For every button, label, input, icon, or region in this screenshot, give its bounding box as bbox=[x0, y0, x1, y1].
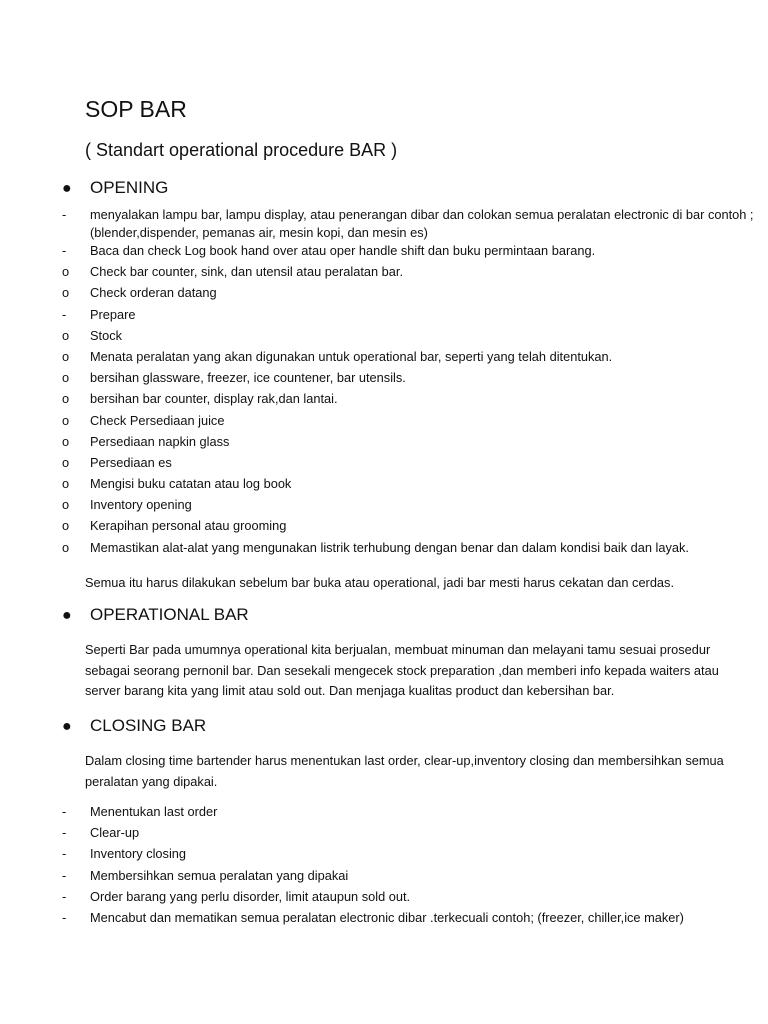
document-subtitle: ( Standart operational procedure BAR ) bbox=[85, 140, 398, 160]
section-heading-text: OPERATIONAL BAR bbox=[90, 605, 249, 624]
list-item-text: Memastikan alat-alat yang mengunakan listrik terhubung dengan benar dan dalam kondisi baik dan layak. bbox=[90, 539, 689, 555]
list-item bbox=[62, 369, 762, 390]
document-title: SOP BAR bbox=[85, 96, 187, 122]
list-item bbox=[62, 242, 762, 263]
section-heading-text: CLOSING BAR bbox=[90, 716, 207, 735]
list-item-text: Stock bbox=[90, 327, 123, 343]
list-item-text: bersihan bar counter, display rak,dan lantai. bbox=[90, 391, 338, 407]
list-item bbox=[62, 496, 762, 517]
bullet-icon: ● bbox=[62, 180, 72, 197]
list-item bbox=[62, 206, 762, 242]
opening-note: Semua itu harus dilakukan sebelum bar buka atau operational, jadi bar mesti harus cekatan dan cerdas. bbox=[85, 575, 675, 590]
closing-paragraph: Dalam closing time bartender harus menentukan last order, clear-up,inventory closing dan membersihkan semua peralatan yang dipakai. bbox=[85, 753, 724, 789]
list-item bbox=[62, 888, 762, 909]
list-item-text: Order barang yang perlu disorder, limit ataupun sold out. bbox=[90, 888, 411, 904]
list-item-text: Prepare bbox=[90, 306, 136, 322]
list-item bbox=[62, 909, 762, 930]
list-item bbox=[62, 263, 762, 284]
list-item bbox=[62, 433, 762, 454]
list-item-text: Mengisi buku catatan atau log book bbox=[90, 476, 292, 492]
list-item-text: Persediaan napkin glass bbox=[90, 433, 230, 449]
list-item bbox=[62, 845, 762, 866]
section-heading-text: OPENING bbox=[90, 178, 169, 197]
section-heading-closing bbox=[62, 716, 206, 736]
circle-bullet-icon: o bbox=[62, 518, 70, 534]
list-item bbox=[62, 803, 762, 824]
dash-bullet-icon: - bbox=[62, 306, 67, 322]
circle-bullet-icon: o bbox=[62, 497, 70, 513]
list-item bbox=[62, 412, 762, 433]
bullet-icon: ● bbox=[62, 607, 72, 624]
circle-bullet-icon: o bbox=[62, 285, 70, 301]
list-item bbox=[62, 517, 762, 538]
list-item bbox=[62, 454, 762, 475]
list-item bbox=[62, 348, 762, 369]
list-item-text: Inventory closing bbox=[90, 846, 187, 862]
list-item bbox=[62, 475, 762, 496]
bullet-icon: ● bbox=[62, 718, 72, 735]
dash-bullet-icon: - bbox=[62, 207, 67, 222]
list-item-text: Check orderan datang bbox=[90, 285, 217, 301]
list-item bbox=[62, 390, 762, 411]
list-item bbox=[62, 867, 762, 888]
list-item-text: menyalakan lampu bar, lampu display, atau penerangan dibar dan colokan semua peralatan electronic di bar contoh ; (blender,dispender, pemanas air, mesin kopi, dan mesin es) bbox=[90, 207, 754, 240]
list-item bbox=[62, 539, 762, 560]
list-item bbox=[62, 306, 762, 327]
list-item-text: Check Persediaan juice bbox=[90, 412, 225, 428]
list-item-text: Kerapihan personal atau grooming bbox=[90, 518, 287, 534]
circle-bullet-icon: o bbox=[62, 412, 70, 428]
list-item-text: Persediaan es bbox=[90, 454, 172, 470]
circle-bullet-icon: o bbox=[62, 264, 70, 280]
operational-paragraph: Seperti Bar pada umumnya operational kita berjualan, membuat minuman dan melayani tamu sesuai prosedur sebagai seorang pernonil bar. Dan sesekali mengecek stock preparation ,dan memberi info kepada waiters atau server barang kita yang limit atau sold out. Dan menjaga kualitas product dan kebersihan bar. bbox=[85, 642, 719, 698]
list-item-text: Clear-up bbox=[90, 825, 140, 841]
list-item bbox=[62, 284, 762, 305]
dash-bullet-icon: - bbox=[62, 909, 67, 925]
opening-list bbox=[62, 206, 762, 560]
circle-bullet-icon: o bbox=[62, 476, 70, 492]
section-heading-opening bbox=[62, 178, 168, 198]
circle-bullet-icon: o bbox=[62, 348, 70, 364]
list-item-text: Baca dan check Log book hand over atau oper handle shift dan buku permintaan barang. bbox=[90, 243, 596, 258]
closing-list bbox=[62, 803, 762, 930]
list-item-text: bersihan glassware, freezer, ice countener, bar utensils. bbox=[90, 370, 406, 386]
circle-bullet-icon: o bbox=[62, 391, 70, 407]
dash-bullet-icon: - bbox=[62, 846, 67, 862]
circle-bullet-icon: o bbox=[62, 454, 70, 470]
list-item-text: Membersihkan semua peralatan yang dipakai bbox=[90, 867, 349, 883]
dash-bullet-icon: - bbox=[62, 243, 67, 258]
list-item-text: Menata peralatan yang akan digunakan untuk operational bar, seperti yang telah ditentukan. bbox=[90, 348, 613, 364]
list-item bbox=[62, 327, 762, 348]
dash-bullet-icon: - bbox=[62, 825, 67, 841]
dash-bullet-icon: - bbox=[62, 867, 67, 883]
list-item bbox=[62, 824, 762, 845]
circle-bullet-icon: o bbox=[62, 370, 70, 386]
dash-bullet-icon: - bbox=[62, 888, 67, 904]
list-item-text: Mencabut dan mematikan semua peralatan electronic dibar .terkecuali contoh; (freezer, chiller,ice maker) bbox=[90, 909, 684, 925]
section-heading-operational bbox=[62, 605, 249, 625]
circle-bullet-icon: o bbox=[62, 433, 70, 449]
circle-bullet-icon: o bbox=[62, 539, 70, 555]
circle-bullet-icon: o bbox=[62, 327, 70, 343]
list-item-text: Check bar counter, sink, dan utensil atau peralatan bar. bbox=[90, 264, 404, 280]
list-item-text: Menentukan last order bbox=[90, 804, 218, 819]
dash-bullet-icon: - bbox=[62, 804, 67, 819]
list-item-text: Inventory opening bbox=[90, 497, 192, 513]
